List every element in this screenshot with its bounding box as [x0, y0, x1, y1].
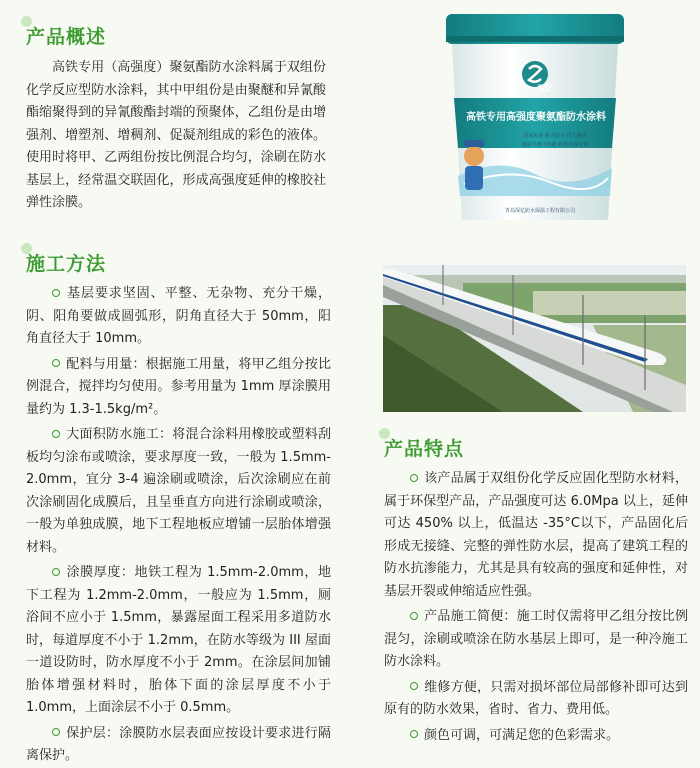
construction-item: 保护层：涂膜防水层表面应按设计要求进行隔离保护。 — [26, 725, 331, 763]
construction-item: 基层要求坚固、平整、无杂物、充分干燥，阴、阳角要做成圆弧形，阴角直径大于 50mm，阳角直径大于 10mm。 — [26, 286, 331, 346]
bucket-company: 青岛深亿防水保温工程有限公司 — [504, 208, 575, 214]
bucket-title: 高铁专用高强度聚氨酯防水涂料 — [466, 112, 606, 123]
features-heading: 产品特点 — [384, 434, 464, 461]
high-speed-train-photo — [383, 265, 686, 412]
feature-item: 颜色可调，可满足您的色彩需求。 — [384, 725, 688, 748]
feature-item: 该产品属于双组份化学反应固化型防水材料，属于环保型产品，产品强度可达 6.0Mpa 以上，延伸可达 450% 以上，低温达 -35°C以下，产品固化后形成无接缝、完整的弹性防水层，提高了建筑工程的防水抗渗能力，尤其是具有较高的强度和延伸性，对基层开裂或伸缩适应性强。 — [384, 471, 688, 599]
construction-item: 配料与用量：根据施工用量，将甲乙组分按比例混合，搅拌均匀使用。参考用量为 1mm 厚涂膜用量约为 1.3-1.5kg/m²。 — [26, 356, 331, 417]
bullet-icon — [410, 682, 418, 690]
bucket-brand: 深亿 — [537, 84, 553, 93]
construction-list — [26, 283, 331, 768]
features-list — [384, 468, 688, 747]
bullet-icon — [52, 430, 60, 438]
bullet-icon — [52, 289, 60, 297]
construction-item: 大面积防水施工：将混合涂料用橡胶或塑料刮板均匀涂布或喷涂，要求厚度一致，一般为 1.5mm-2.0mm，宜分 3-4 遍涂刷或喷涂，后次涂刷应在前次涂刷固化成膜后，且呈垂直方向进行涂刷或喷涂，一般为单独成膜，地下工程地板应增铺一层胎体增强材料。 — [26, 427, 331, 555]
bullet-icon — [410, 730, 418, 738]
feature-item: 维修方便，只需对损坏部位局部修补即可达到原有的防水效果，省时、省力、费用低。 — [384, 679, 688, 717]
bullet-icon — [52, 359, 60, 367]
overview-paragraph: 高铁专用（高强度）聚氨酯防水涂料属于双组份化学反应型防水涂料，其中甲组份是由聚醚和异氰酸酯缩聚得到的异氰酸酯封端的预聚体，乙组份是由增强剂、增塑剂、增稠剂、促凝剂组成的彩色的液体。使用时将甲、乙两组份按比例混合均匀，涂刷在防水基层上，经常温交联固化，形成高强度延伸的橡胶社弹性涂膜。 — [26, 60, 326, 210]
bullet-icon — [52, 728, 60, 736]
bucket-tagline-2: 速流平施工快捷 防渗环保无毒 — [521, 142, 589, 148]
bullet-icon — [410, 474, 418, 482]
overview-heading: 产品概述 — [26, 22, 106, 49]
feature-item: 产品施工简便：施工时仅需将甲乙组分按比例混匀，涂刷或喷涂在防水基层上即可，是一种冷施工防水涂料。 — [384, 609, 688, 669]
bullet-icon — [52, 568, 60, 576]
bucket-tagline-1: 国家标准 耐力防水 持久耐用 — [523, 133, 587, 139]
construction-heading: 施工方法 — [26, 249, 106, 276]
construction-item: 涂膜厚度：地铁工程为 1.5mm-2.0mm，地下工程为 1.2mm-2.0mm，一般应为 1.5mm，厕浴间不应小于 1.5mm，暴露屋面工程采用多道防水时，每道厚度不小于 1.2mm，在防水等级为 III 屋面一道设防时，防水厚度不小于 2mm。在涂层间加铺胎体增强材料时，胎体下面的涂层厚度不小于 1.0mm，上面涂层不小于 0.5mm。 — [26, 565, 331, 715]
bullet-icon — [410, 612, 418, 620]
